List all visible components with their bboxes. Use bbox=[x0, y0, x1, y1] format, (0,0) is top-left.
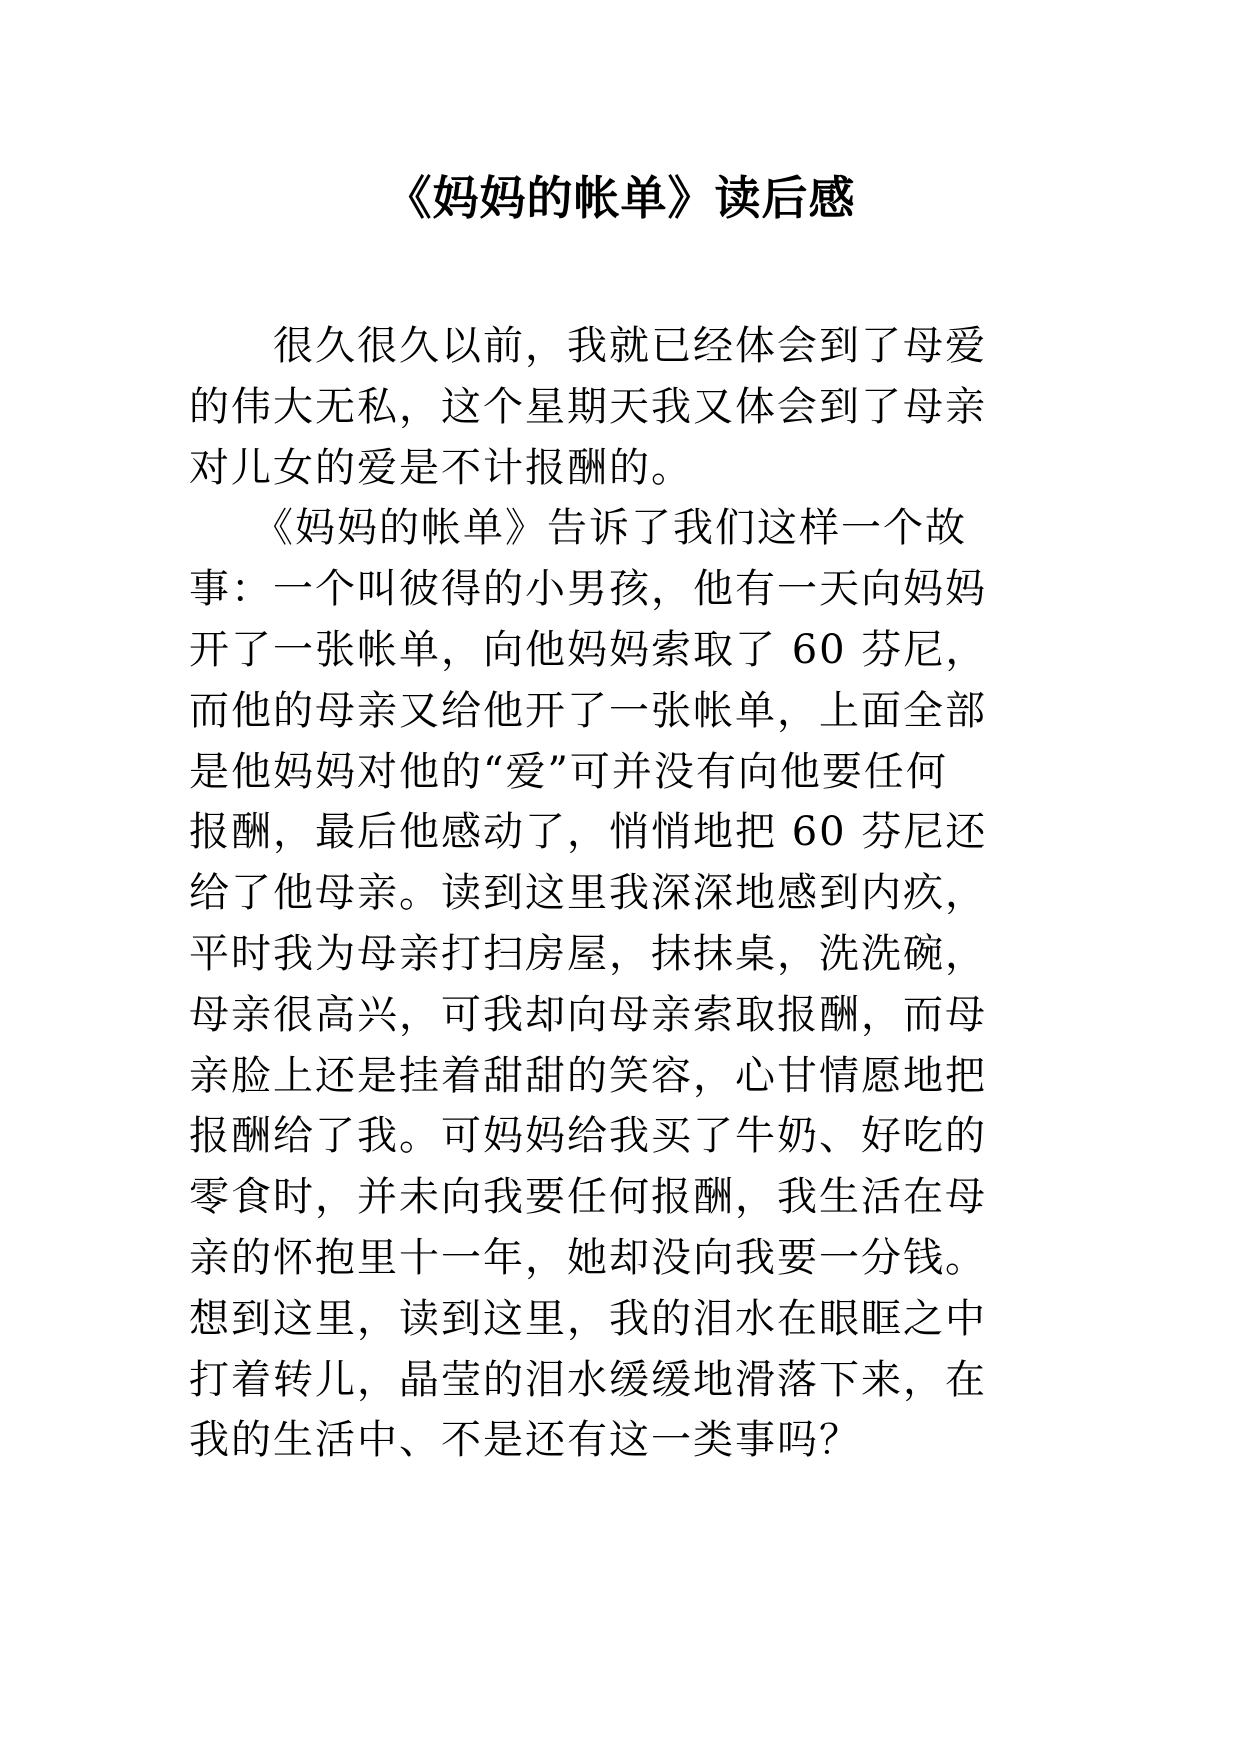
body-line: 打着转儿，晶莹的泪水缓缓地滑落下来，在 bbox=[189, 1356, 987, 1403]
body-line: 零食时，并未向我要任何报酬，我生活在母 bbox=[189, 1174, 987, 1221]
body-line: 亲脸上还是挂着甜甜的笑容，心甘情愿地把 bbox=[189, 1052, 987, 1099]
document-body bbox=[189, 316, 1089, 1471]
body-line: 亲的怀抱里十一年，她却没向我要一分钱。 bbox=[189, 1234, 987, 1281]
document-title: 《妈妈的帐单》读后感 bbox=[385, 171, 856, 225]
body-line: 报酬，最后他感动了，悄悄地把 60 芬尼还 bbox=[189, 809, 988, 856]
body-line: 很久很久以前，我就已经体会到了母爱 bbox=[189, 323, 987, 369]
body-line: 对儿女的爱是不计报酬的。 bbox=[189, 444, 693, 491]
body-line: 母亲很高兴，可我却向母亲索取报酬，而母 bbox=[189, 991, 987, 1038]
body-line: 给了他母亲。读到这里我深深地感到内疚， bbox=[189, 870, 987, 917]
body-line: 平时我为母亲打扫房屋，抹抹桌，洗洗碗， bbox=[189, 930, 987, 977]
body-line: 而他的母亲又给他开了一张帐单，上面全部 bbox=[189, 687, 987, 734]
body-line: 事：一个叫彼得的小男孩，他有一天向妈妈 bbox=[189, 566, 987, 613]
body-line: 是他妈妈对他的“爱”可并没有向他要任何 bbox=[189, 748, 948, 795]
body-line: 的伟大无私，这个星期天我又体会到了母亲 bbox=[189, 383, 987, 430]
body-line: 想到这里，读到这里，我的泪水在眼眶之中 bbox=[189, 1295, 987, 1342]
body-line: 报酬给了我。可妈妈给我买了牛奶、好吃的 bbox=[189, 1113, 987, 1160]
body-line: 开了一张帐单，向他妈妈索取了 60 芬尼， bbox=[189, 626, 988, 673]
body-line: 我的生活中、不是还有这一类事吗？ bbox=[189, 1417, 861, 1464]
body-line: 《妈妈的帐单》告诉了我们这样一个故 bbox=[189, 505, 967, 552]
